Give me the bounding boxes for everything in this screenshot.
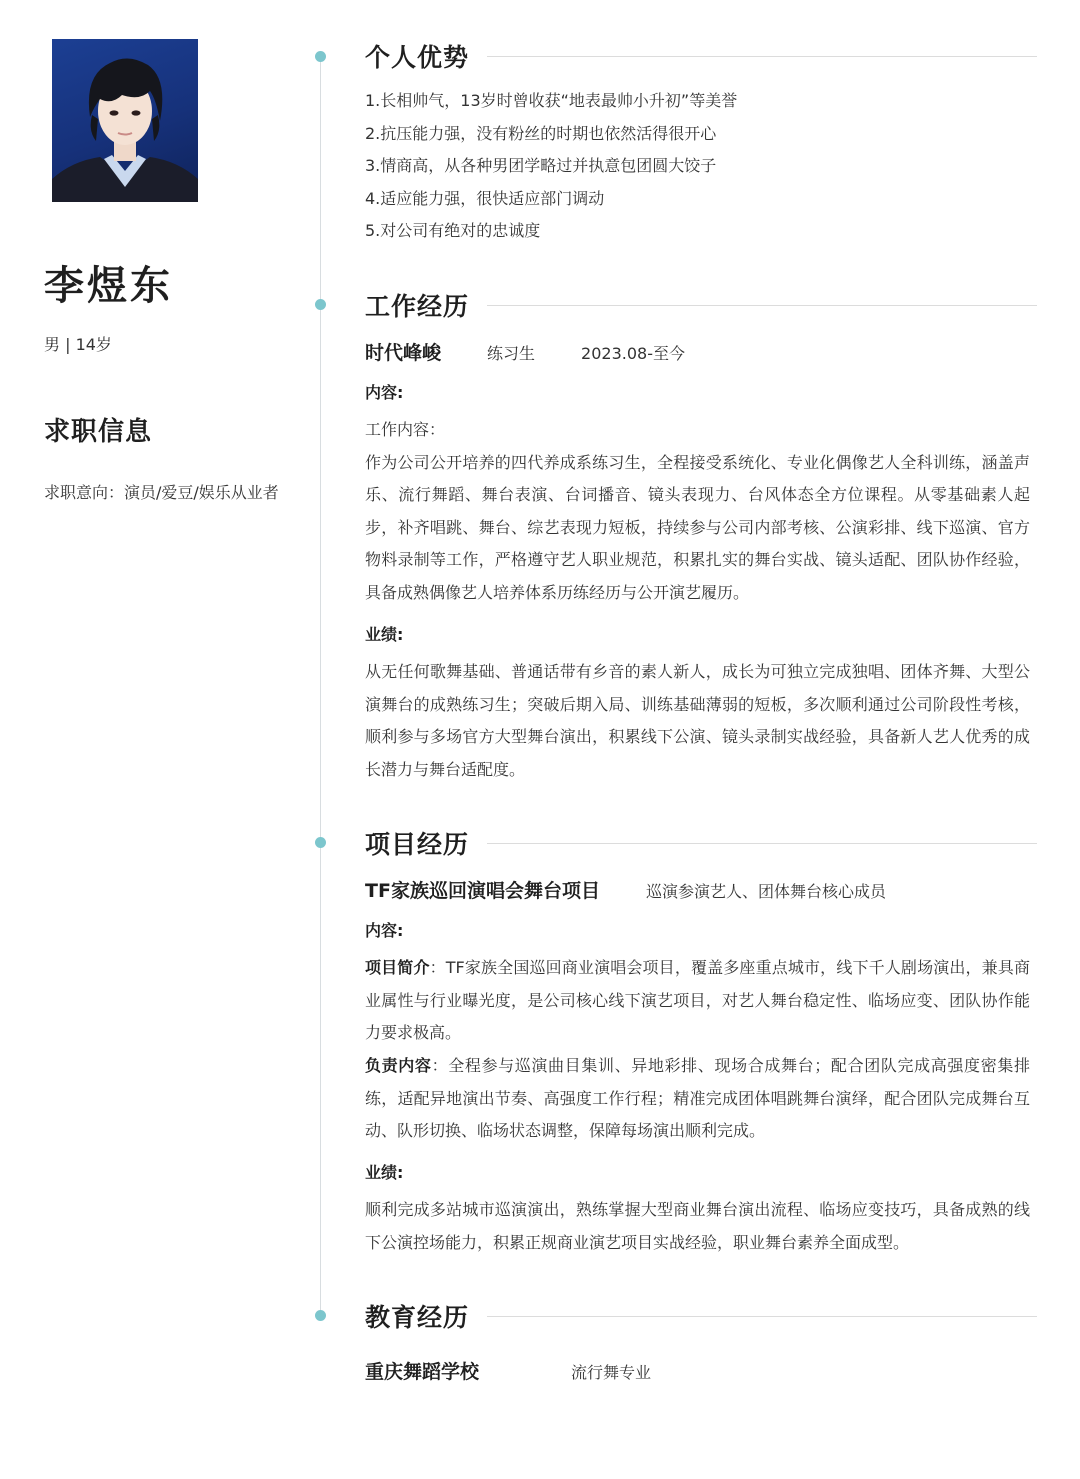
- advantages-heading: [365, 36, 1037, 76]
- company-name: 时代峰峻: [365, 342, 442, 364]
- work-role: 练习生: [487, 344, 536, 363]
- education-heading: [365, 1296, 1037, 1336]
- project-duty: [365, 1050, 1030, 1148]
- project-heading: [365, 823, 1037, 863]
- timeline-dot: [315, 51, 326, 62]
- candidate-name: 李煜东: [44, 263, 173, 309]
- work-content-heading: 工作内容：: [365, 420, 446, 439]
- work-header-row: [365, 338, 1030, 365]
- project-duty-label: 负责内容: [365, 1056, 432, 1075]
- work-achievement-label: 业绩:: [365, 625, 404, 644]
- work-content: [365, 414, 1030, 610]
- list-item: 2.抗压能力强，没有粉丝的时期也依然活得很开心: [365, 123, 717, 143]
- work-achievement-text: 从无任何歌舞基础、普通话带有乡音的素人新人，成长为可独立完成独唱、团体齐舞、大型公演舞台的成熟练习生；突破后期入局、训练基础薄弱的短板，多次顺利通过公司阶段性考核，顺利参与多场官方大型舞台演出，积累线下公演、镜头录制实战经验，具备新人艺人优秀的成长潜力与舞台适配度。: [365, 662, 1030, 779]
- list-item: 5.对公司有绝对的忠诚度: [365, 221, 541, 241]
- timeline-line: [320, 56, 321, 1316]
- list-item: 4.适应能力强，很快适应部门调动: [365, 188, 605, 208]
- work-heading: [365, 285, 1037, 325]
- section-divider: [487, 843, 1037, 844]
- section-divider: [487, 1316, 1037, 1317]
- project-intro-label: 项目简介: [365, 958, 430, 977]
- advantages-list: [365, 85, 1030, 248]
- school-name: 重庆舞蹈学校: [365, 1361, 480, 1383]
- timeline-dot: [315, 837, 326, 848]
- project-intro: [365, 952, 1030, 1050]
- education-major: 流行舞专业: [571, 1363, 652, 1382]
- section-title: 项目经历: [365, 830, 470, 859]
- project-content-label: 内容:: [365, 921, 404, 940]
- work-content-label: 内容:: [365, 383, 404, 402]
- list-item: 3.情商高，从各种男团学略过并执意包团圆大饺子: [365, 156, 717, 176]
- job-intent: 求职意向：演员/爱豆/娱乐从业者: [44, 483, 279, 502]
- gender-age: 男 | 14岁: [44, 335, 112, 354]
- section-divider: [487, 305, 1037, 306]
- project-name: TF家族巡回演唱会舞台项目: [365, 880, 600, 902]
- section-title: 工作经历: [365, 292, 470, 321]
- section-divider: [487, 56, 1037, 57]
- section-title: 个人优势: [365, 43, 470, 72]
- timeline-dot: [315, 1310, 326, 1321]
- timeline-dot: [315, 299, 326, 310]
- profile-photo: [52, 39, 198, 202]
- project-role: 巡演参演艺人、团体舞台核心成员: [645, 882, 886, 901]
- project-intro-text: ：TF家族全国巡回商业演唱会项目，覆盖多座重点城市，线下千人剧场演出，兼具商业属性与行业曝光度，是公司核心线下演艺项目，对艺人舞台稳定性、临场应变、团队协作能力要求极高。: [365, 958, 1030, 1043]
- job-info-heading: 求职信息: [44, 417, 153, 447]
- work-period: 2023.08-至今: [581, 344, 685, 363]
- project-achievement-label: 业绩:: [365, 1163, 404, 1182]
- list-item: 1.长相帅气，13岁时曾收获“地表最帅小升初”等美誉: [365, 91, 738, 110]
- project-duty-text: ：全程参与巡演曲目集训、异地彩排、现场合成舞台；配合团队完成高强度密集排练，适配异地演出节奏、高强度工作行程；精准完成团体唱跳舞台演绎，配合团队完成舞台互动、队形切换、临场状态调整，保障每场演出顺利完成。: [365, 1056, 1030, 1141]
- profile-sidebar: [0, 0, 320, 1479]
- work-content-text: 作为公司公开培养的四代养成系练习生，全程接受系统化、专业化偶像艺人全科训练，涵盖声乐、流行舞蹈、舞台表演、台词播音、镜头表现力、台风体态全方位课程。从零基础素人起步，补齐唱跳、舞台、综艺表现力短板，持续参与公司内部考核、公演彩排、线下巡演、官方物料录制等工作，严格遵守艺人职业规范，积累扎实的舞台实战、镜头适配、团队协作经验，具备成熟偶像艺人培养体系历练经历与公开演艺履历。: [365, 452, 1030, 602]
- project-header-row: [365, 876, 1030, 903]
- project-achievement-text: 顺利完成多站城市巡演演出，熟练掌握大型商业舞台演出流程、临场应变技巧，具备成熟的线下公演控场能力，积累正规商业演艺项目实战经验，职业舞台素养全面成型。: [365, 1200, 1030, 1252]
- section-title: 教育经历: [365, 1303, 470, 1332]
- education-row: [365, 1357, 1030, 1384]
